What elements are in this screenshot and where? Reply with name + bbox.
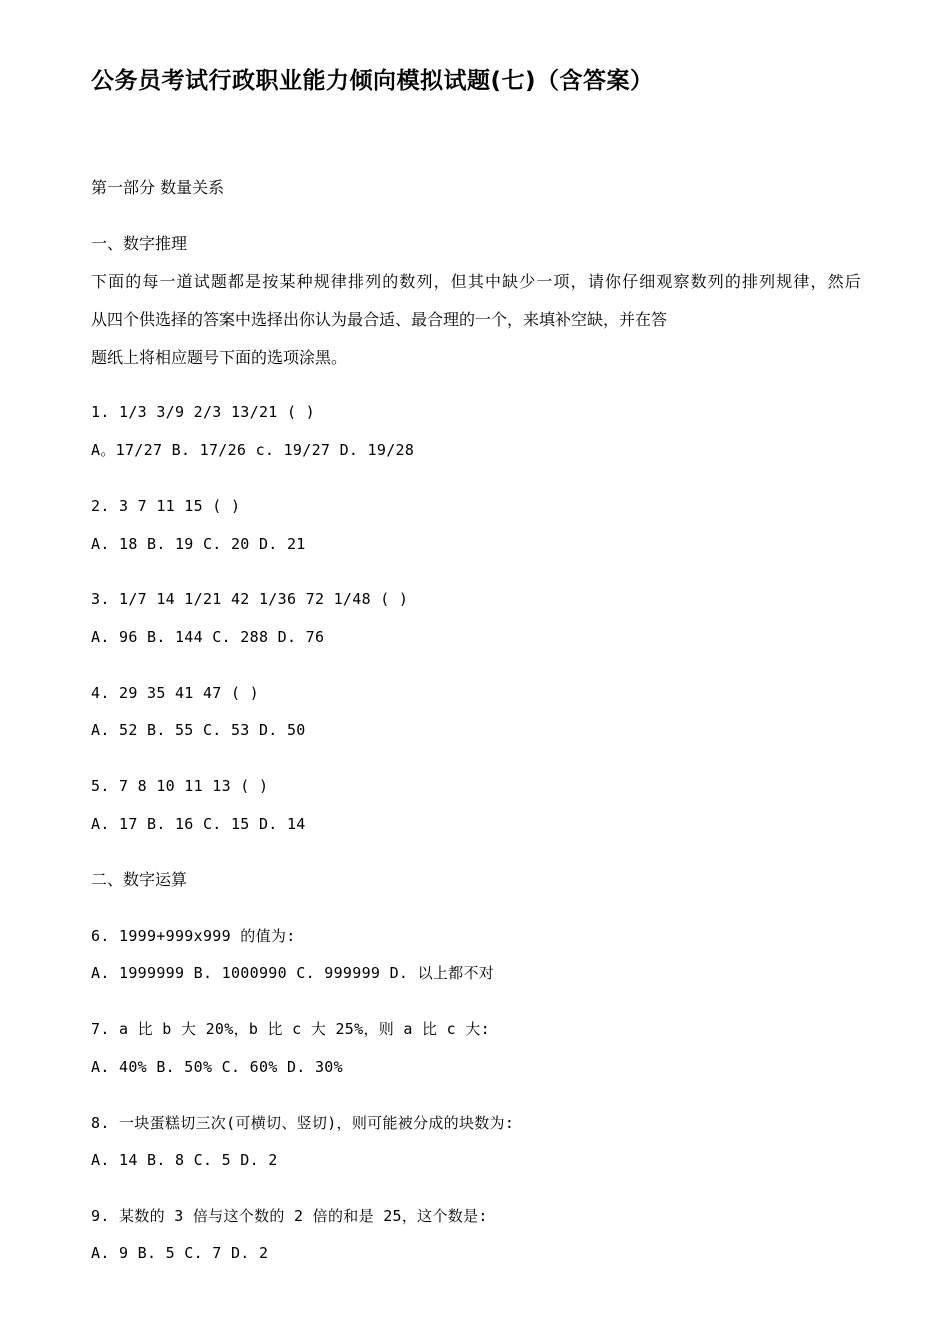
part-heading: 第一部分 数量关系 [91, 178, 225, 197]
section-intro-line: 从四个供选择的答案中选择出你认为最合适、最合理的一个，来填补空缺，并在答 [91, 310, 668, 329]
question-2: 2. 3 7 11 15 ( ) [91, 497, 241, 515]
question-8: 8. 一块蛋糕切三次(可横切、竖切)，则可能被分成的块数为: [91, 1114, 515, 1132]
question-8-options: A. 14 B. 8 C. 5 D. 2 [91, 1151, 278, 1169]
question-1: 1. 1/3 3/9 2/3 13/21 ( ) [91, 403, 315, 421]
question-6: 6. 1999+999x999 的值为: [91, 927, 296, 945]
question-4: 4. 29 35 41 47 ( ) [91, 684, 259, 702]
question-7: 7. a 比 b 大 20%，b 比 c 大 25%，则 a 比 c 大: [91, 1020, 490, 1038]
question-5-options: A. 17 B. 16 C. 15 D. 14 [91, 815, 306, 833]
section-heading-number-reasoning: 一、数字推理 [91, 234, 188, 253]
question-4-options: A. 52 B. 55 C. 53 D. 50 [91, 721, 306, 739]
question-5: 5. 7 8 10 11 13 ( ) [91, 777, 269, 795]
question-6-options: A. 1999999 B. 1000990 C. 999999 D. 以上都不对 [91, 964, 495, 982]
section-intro-line: 题纸上将相应题号下面的选项涂黑。 [91, 348, 348, 367]
question-3: 3. 1/7 14 1/21 42 1/36 72 1/48 ( ) [91, 590, 409, 608]
section-intro-line: 下面的每一道试题都是按某种规律排列的数列，但其中缺少一项，请你仔细观察数列的排列规律，然后 [91, 272, 861, 291]
question-1-options: A。17/27 B. 17/26 c. 19/27 D. 19/28 [91, 441, 415, 459]
question-2-options: A. 18 B. 19 C. 20 D. 21 [91, 535, 306, 553]
document-title: 公务员考试行政职业能力倾向模拟试题(七)（含答案） [91, 68, 654, 94]
question-9: 9. 某数的 3 倍与这个数的 2 倍的和是 25，这个数是: [91, 1207, 488, 1225]
question-7-options: A. 40% B. 50% C. 60% D. 30% [91, 1058, 343, 1076]
section-heading-number-calculation: 二、数字运算 [91, 870, 188, 889]
question-3-options: A. 96 B. 144 C. 288 D. 76 [91, 628, 325, 646]
question-9-options: A. 9 B. 5 C. 7 D. 2 [91, 1244, 269, 1262]
